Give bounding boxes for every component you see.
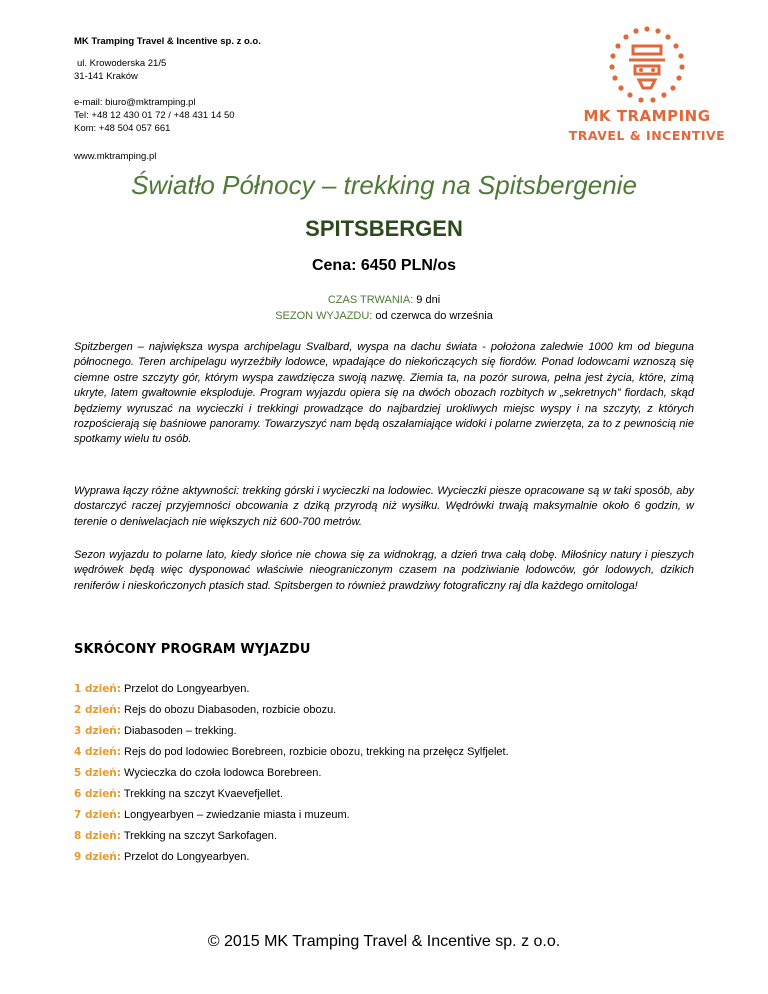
program-day <box>74 746 509 758</box>
season-paragraph: Sezon wyjazdu to polarne lato, kiedy słońce nie chowa się za widnokrąg, a dzień trwa całą dobę. Miłośnicy natury i pieszych wędrówek będą więc dysponować właściwie nieograniczonym czasem na podziwianie lodowców, gór lodowych, dzikich reniferów i nieskończonych ptasich stad. Spitsbergen to również prawdziwy fotograficzny raj dla każdego ornitologa! <box>74 549 694 592</box>
logo-subtitle: TRAVEL & INCENTIVE <box>568 128 726 143</box>
logo-title: MK TRAMPING <box>583 107 711 125</box>
day-text: Wycieczka do czoła lodowca Borebreen. <box>124 767 322 779</box>
day-text: Przelot do Longyearbyen. <box>124 851 250 863</box>
day-label: 7 dzień: <box>74 809 121 821</box>
day-label: 3 dzień: <box>74 725 121 737</box>
day-text: Trekking na szczyt Sarkofagen. <box>123 830 277 842</box>
program-day <box>74 725 237 737</box>
day-label: 9 dzień: <box>74 851 121 863</box>
price-line: Cena: 6450 PLN/os <box>311 257 457 274</box>
duration-key: CZAS TRWANIA: <box>327 294 414 306</box>
email-line: e-mail: biuro@mktramping.pl <box>74 97 196 108</box>
description-paragraph: Spitzbergen – największa wyspa archipelagu Svalbard, wyspa na dachu świata - położona zaledwie 1000 km od bieguna północnego. Teren archipelagu wyrzeźbiły lodowce, wpadające do niekończących się fiordów. Ponad lodowcami wznoszą się ciemne ostre szczyty gór, którym wyspa zawdzięcza swoją nazwę. Ziemia ta, na pozór surowa, pełna jest życia, które, zimą ukryte, latem gwałtownie eksploduje. Program wyjazdu opiera się na dwóch obozach rozbitych w „sekretnych” fiordach, skąd będziemy wyruszać na wycieczki i trekkingi prowadzące do najbardziej urokliwych miejsc wyspy i na szczyty, z których rozpościerają się baśniowe panoramy. Towarzyszyć nam będą oszałamiające widoki i polarne zwierzęta, za to z pewnością nie spotkamy wielu tu osób. <box>74 341 694 446</box>
program-day <box>74 683 249 695</box>
program-day <box>74 788 283 800</box>
program-day <box>74 809 350 821</box>
mask-logo-icon <box>606 24 688 106</box>
day-text: Longyearbyen – zwiedzanie miasta i muzeum. <box>124 809 350 821</box>
season-key: SEZON WYJAZDU: <box>275 310 373 322</box>
season-line <box>0 310 768 322</box>
program-heading: SKRÓCONY PROGRAM WYJAZDU <box>74 642 311 657</box>
address-street: ul. Krowoderska 21/5 <box>77 58 167 69</box>
season-value: od czerwca do września <box>375 310 493 322</box>
day-text: Rejs do obozu Diabasoden, rozbicie obozu. <box>124 704 337 716</box>
day-text: Przelot do Longyearbyen. <box>124 683 250 695</box>
day-text: Trekking na szczyt Kvaevefjellet. <box>123 788 283 800</box>
destination-heading: SPITSBERGEN <box>305 216 463 241</box>
day-text: Diabasoden – trekking. <box>124 725 237 737</box>
phone-line: Tel: +48 12 430 01 72 / +48 431 14 50 <box>74 110 235 121</box>
duration-value: 9 dni <box>416 294 441 306</box>
day-label: 6 dzień: <box>74 788 121 800</box>
company-name: MK Tramping Travel & Incentive sp. z o.o. <box>74 36 261 47</box>
duration-line <box>0 294 768 306</box>
day-label: 8 dzień: <box>74 830 121 842</box>
day-label: 1 dzień: <box>74 683 121 695</box>
day-label: 5 dzień: <box>74 767 121 779</box>
website-link[interactable]: www.mktramping.pl <box>74 151 157 162</box>
program-day <box>74 704 336 716</box>
activities-paragraph: Wyprawa łączy różne aktywności: trekking górski i wycieczki na lodowiec. Wycieczki piesze opracowane są w taki sposób, aby dostarczyć raczej przyjemności obcowania z dziką przyrodą niż wysiłku. Wędrówki trwają maksymalnie około 6 godzin, w terenie o deniwelacjach nie większych niż 600-700 metrów. <box>74 485 694 528</box>
day-label: 2 dzień: <box>74 704 121 716</box>
copyright-footer: © 2015 MK Tramping Travel & Incentive sp. z o.o. <box>207 933 561 950</box>
contact-block <box>74 96 235 135</box>
program-day <box>74 851 249 863</box>
program-day <box>74 830 277 842</box>
address-city: 31-141 Kraków <box>74 71 138 82</box>
trip-title: Światło Północy – trekking na Spitsbergenie <box>131 170 637 200</box>
program-day <box>74 767 321 779</box>
address-block <box>74 57 166 83</box>
day-text: Rejs do pod lodowiec Borebreen, rozbicie obozu, trekking na przełęcz Sylfjelet. <box>124 746 509 758</box>
mobile-line: Kom: +48 504 057 661 <box>74 123 171 134</box>
day-label: 4 dzień: <box>74 746 121 758</box>
company-logo <box>562 24 732 150</box>
